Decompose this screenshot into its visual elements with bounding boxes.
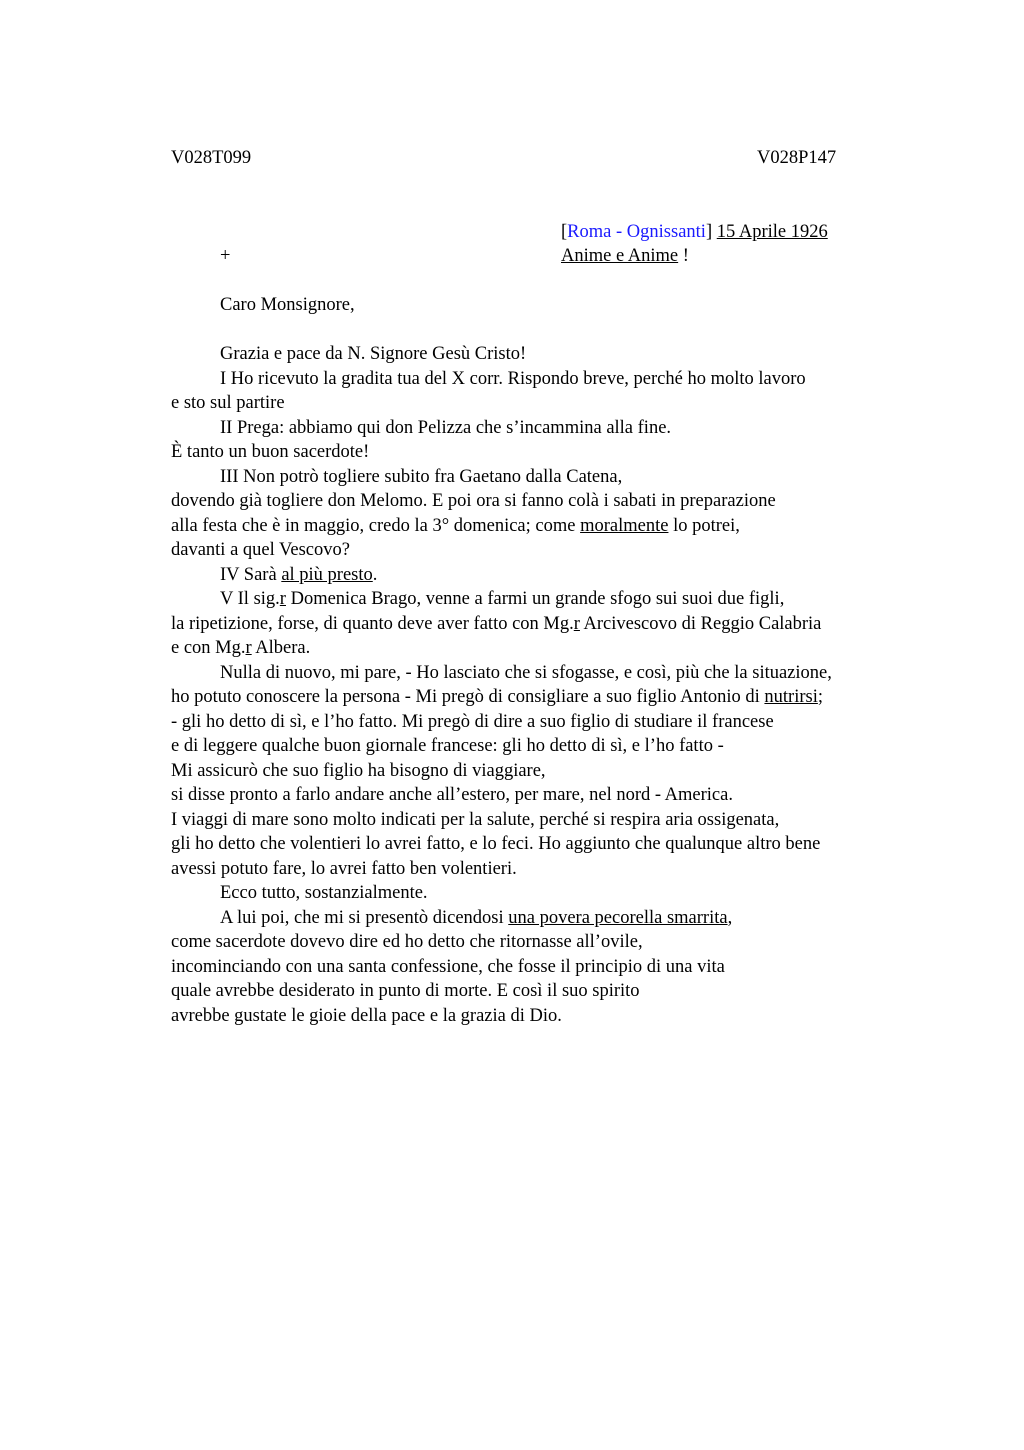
text-line: e sto sul partire	[171, 393, 285, 413]
text-line: Nulla di nuovo, mi pare, - Ho lasciato che si sfogasse, e così, più che la situazione,	[220, 662, 832, 683]
place-name: Roma	[567, 222, 612, 242]
bracket-open: [	[561, 222, 568, 242]
underlined-text: r	[279, 589, 286, 609]
underlined-text: al più presto	[281, 564, 373, 585]
text-line	[171, 685, 931, 710]
text-line: avessi potuto fare, lo avrei fatto ben volentieri.	[171, 858, 517, 879]
text-span: IV Sarà	[220, 564, 282, 585]
text-line: avrebbe gustate le gioie della pace e la grazia di Dio.	[171, 1005, 562, 1026]
text-line: Mi assicurò che suo figlio ha bisogno di viaggiare,	[171, 760, 546, 781]
text-span: V Il sig.	[220, 589, 280, 609]
letter-date: 15 Aprile 1926	[716, 222, 828, 242]
greeting: Grazia e pace da N. Signore Gesù Cristo!	[220, 344, 527, 364]
salutation: Caro Monsignore,	[220, 295, 355, 315]
underlined-text: nutrirsi	[764, 687, 818, 707]
text-line	[171, 906, 931, 931]
text-span: ;	[817, 687, 824, 707]
text-span: Albera.	[251, 638, 311, 658]
text-line: II Prega: abbiamo qui don Pelizza che s’incammina alla fine.	[220, 417, 672, 438]
text-line: È tanto un buon sacerdote!	[171, 442, 370, 462]
document-code-left: V028T099	[171, 148, 252, 168]
cross-mark: +	[220, 246, 231, 266]
text-line	[171, 612, 931, 637]
text-line: gli ho detto che volentieri lo avrei fatto, e lo feci. Ho aggiunto che qualunque altro bene	[171, 834, 821, 854]
text-span: la ripetizione, forse, di quanto deve aver fatto con Mg.	[171, 613, 574, 634]
bracket-close: ]	[705, 222, 713, 242]
text-span: ho potuto conoscere la persona - Mi pregò di consigliare a suo figlio Antonio di	[171, 687, 765, 707]
text-line	[171, 563, 931, 588]
text-line: quale avrebbe desiderato in punto di morte. E così il suo spirito	[171, 981, 640, 1001]
text-line: davanti a quel Vescovo?	[171, 540, 350, 560]
text-line: Ecco tutto, sostanzialmente.	[220, 883, 428, 903]
underlined-text: una povera pecorella smarrita	[508, 907, 728, 928]
motto-suffix: !	[678, 246, 689, 266]
text-line	[171, 587, 931, 612]
text-line: si disse pronto a farlo andare anche all’estero, per mare, nel nord - America.	[171, 785, 733, 805]
house-name: Ognissanti	[626, 222, 706, 242]
text-line: come sacerdote dovevo dire ed ho detto che ritornasse all’ovile,	[171, 932, 643, 952]
document-code-right: V028P147	[757, 148, 837, 168]
underlined-text: r	[245, 638, 252, 658]
text-line: - gli ho detto di sì, e l’ho fatto. Mi pregò di dire a suo figlio di studiare il francese	[171, 711, 774, 732]
place-separator: -	[611, 222, 627, 242]
text-span: .	[372, 564, 378, 585]
text-line	[171, 514, 931, 539]
text-line: e di leggere qualche buon giornale francese: gli ho detto di sì, e l’ho fatto -	[171, 736, 724, 756]
motto-text: Anime e Anime	[561, 246, 679, 266]
text-span: e con Mg.	[171, 638, 246, 658]
text-span: ,	[727, 907, 733, 928]
text-span: Arcivescovo di Reggio Calabria	[579, 613, 822, 634]
text-span: Domenica Brago, venne a farmi un grande sfogo sui suoi due figli,	[285, 589, 785, 609]
text-span: A lui poi, che mi si presentò dicendosi	[220, 907, 509, 928]
text-line: I viaggi di mare sono molto indicati per la salute, perché si respira aria ossigenata,	[171, 809, 780, 830]
text-line: III Non potrò togliere subito fra Gaetano dalla Catena,	[220, 466, 623, 487]
text-span: alla festa che è in maggio, credo la 3° domenica; come	[171, 515, 581, 536]
text-line: dovendo già togliere don Melomo. E poi ora si fanno colà i sabati in preparazione	[171, 491, 776, 511]
underlined-text: r	[573, 613, 580, 634]
letter-body	[171, 342, 931, 1028]
text-line: incominciando con una santa confessione, che fosse il principio di una vita	[171, 956, 725, 977]
underlined-text: moralmente	[580, 515, 669, 536]
motto	[561, 244, 689, 268]
text-span: lo potrei,	[668, 515, 740, 536]
text-line	[171, 636, 931, 661]
dateline	[561, 220, 828, 244]
text-line: I Ho ricevuto la gradita tua del X corr. Rispondo breve, perché ho molto lavoro	[220, 368, 806, 389]
